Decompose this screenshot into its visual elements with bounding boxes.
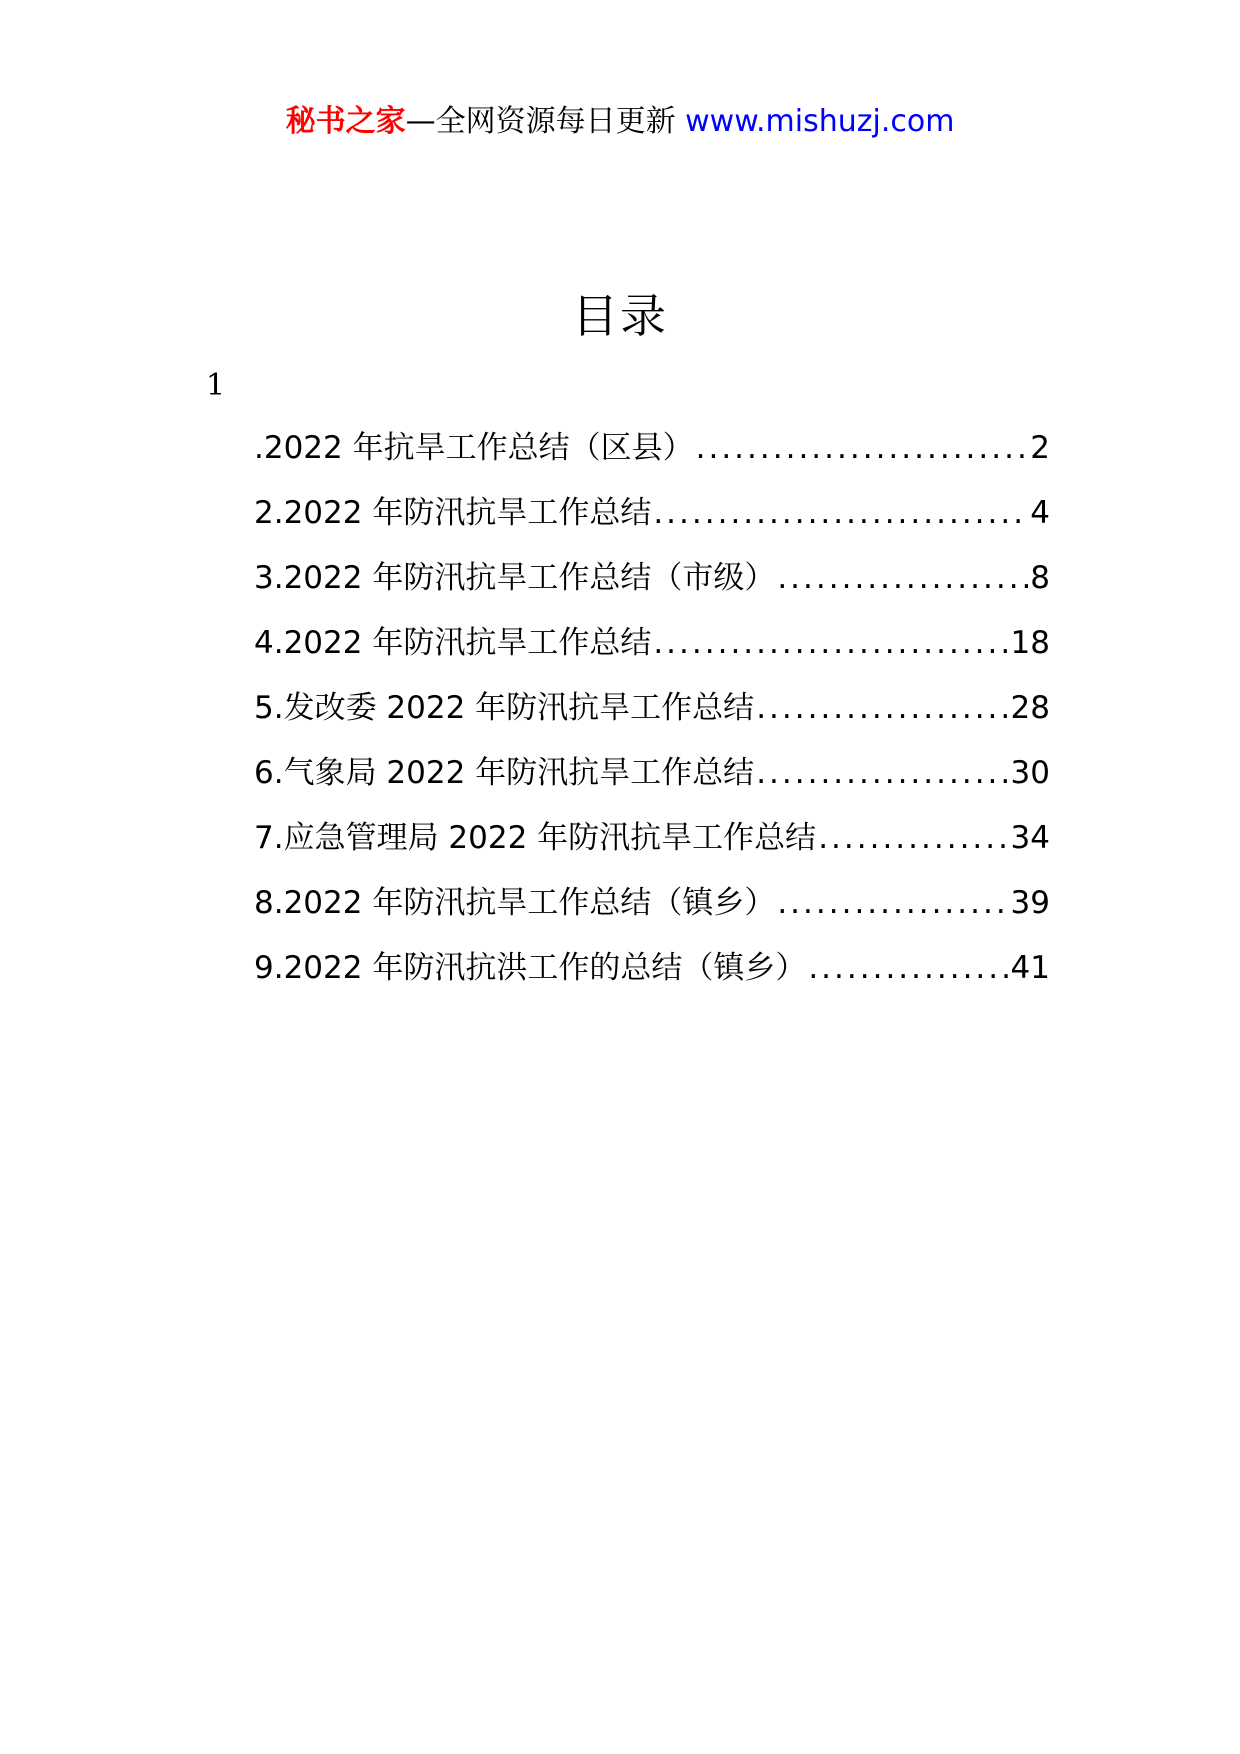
page-marker: 1 [206,368,226,403]
brand-name: 秘书之家 [285,104,406,139]
toc-dot-leader [777,879,1008,927]
toc-entry-page: 28 [1010,690,1050,726]
page-title: 目录 [572,289,668,343]
toc-entry[interactable] [254,944,1050,1009]
toc-entry-label: 2.2022 年防汛抗旱工作总结 [254,495,652,531]
toc-entry[interactable] [254,619,1050,684]
toc-dot-leader [653,489,1028,537]
toc-entry[interactable] [254,879,1050,944]
toc-entry-page: 41 [1010,950,1050,986]
toc-dot-leader [818,814,1008,862]
toc-entry-label: 7.应急管理局 2022 年防汛抗旱工作总结 [254,820,817,856]
toc-entry-label: 6.气象局 2022 年防汛抗旱工作总结 [254,755,755,791]
toc-dot-leader [756,749,1008,797]
toc-entry-label: 4.2022 年防汛抗旱工作总结 [254,625,652,661]
toc-entry-label: 8.2022 年防汛抗旱工作总结（镇乡） [254,885,776,921]
toc-entry-page: 30 [1010,755,1050,791]
toc-dot-leader [808,944,1008,992]
toc-entry-page: 2 [1030,430,1050,466]
toc-entry-page: 18 [1010,625,1050,661]
toc-entry[interactable] [254,554,1050,619]
toc-entry[interactable] [254,814,1050,879]
table-of-contents [254,424,1050,1009]
toc-entry-page: 39 [1010,885,1050,921]
toc-entry-label: 3.2022 年防汛抗旱工作总结（市级） [254,560,776,596]
header-slogan: —全网资源每日更新 [405,104,686,139]
toc-entry[interactable] [254,424,1050,489]
toc-entry-page: 4 [1030,495,1050,531]
toc-entry[interactable] [254,749,1050,814]
toc-entry-label: 5.发改委 2022 年防汛抗旱工作总结 [254,690,755,726]
site-url-link[interactable]: www.mishuzj.com [685,104,955,139]
toc-entry-label: 9.2022 年防汛抗洪工作的总结（镇乡） [254,950,807,986]
site-header [0,100,1240,144]
toc-entry-label: .2022 年抗旱工作总结（区县） [254,430,694,466]
toc-entry-page: 34 [1010,820,1050,856]
toc-dot-leader [777,554,1028,602]
toc-dot-leader [653,619,1008,667]
toc-dot-leader [756,684,1008,732]
toc-entry-page: 8 [1030,560,1050,596]
toc-dot-leader [696,424,1029,472]
toc-entry[interactable] [254,684,1050,749]
toc-entry[interactable] [254,489,1050,554]
